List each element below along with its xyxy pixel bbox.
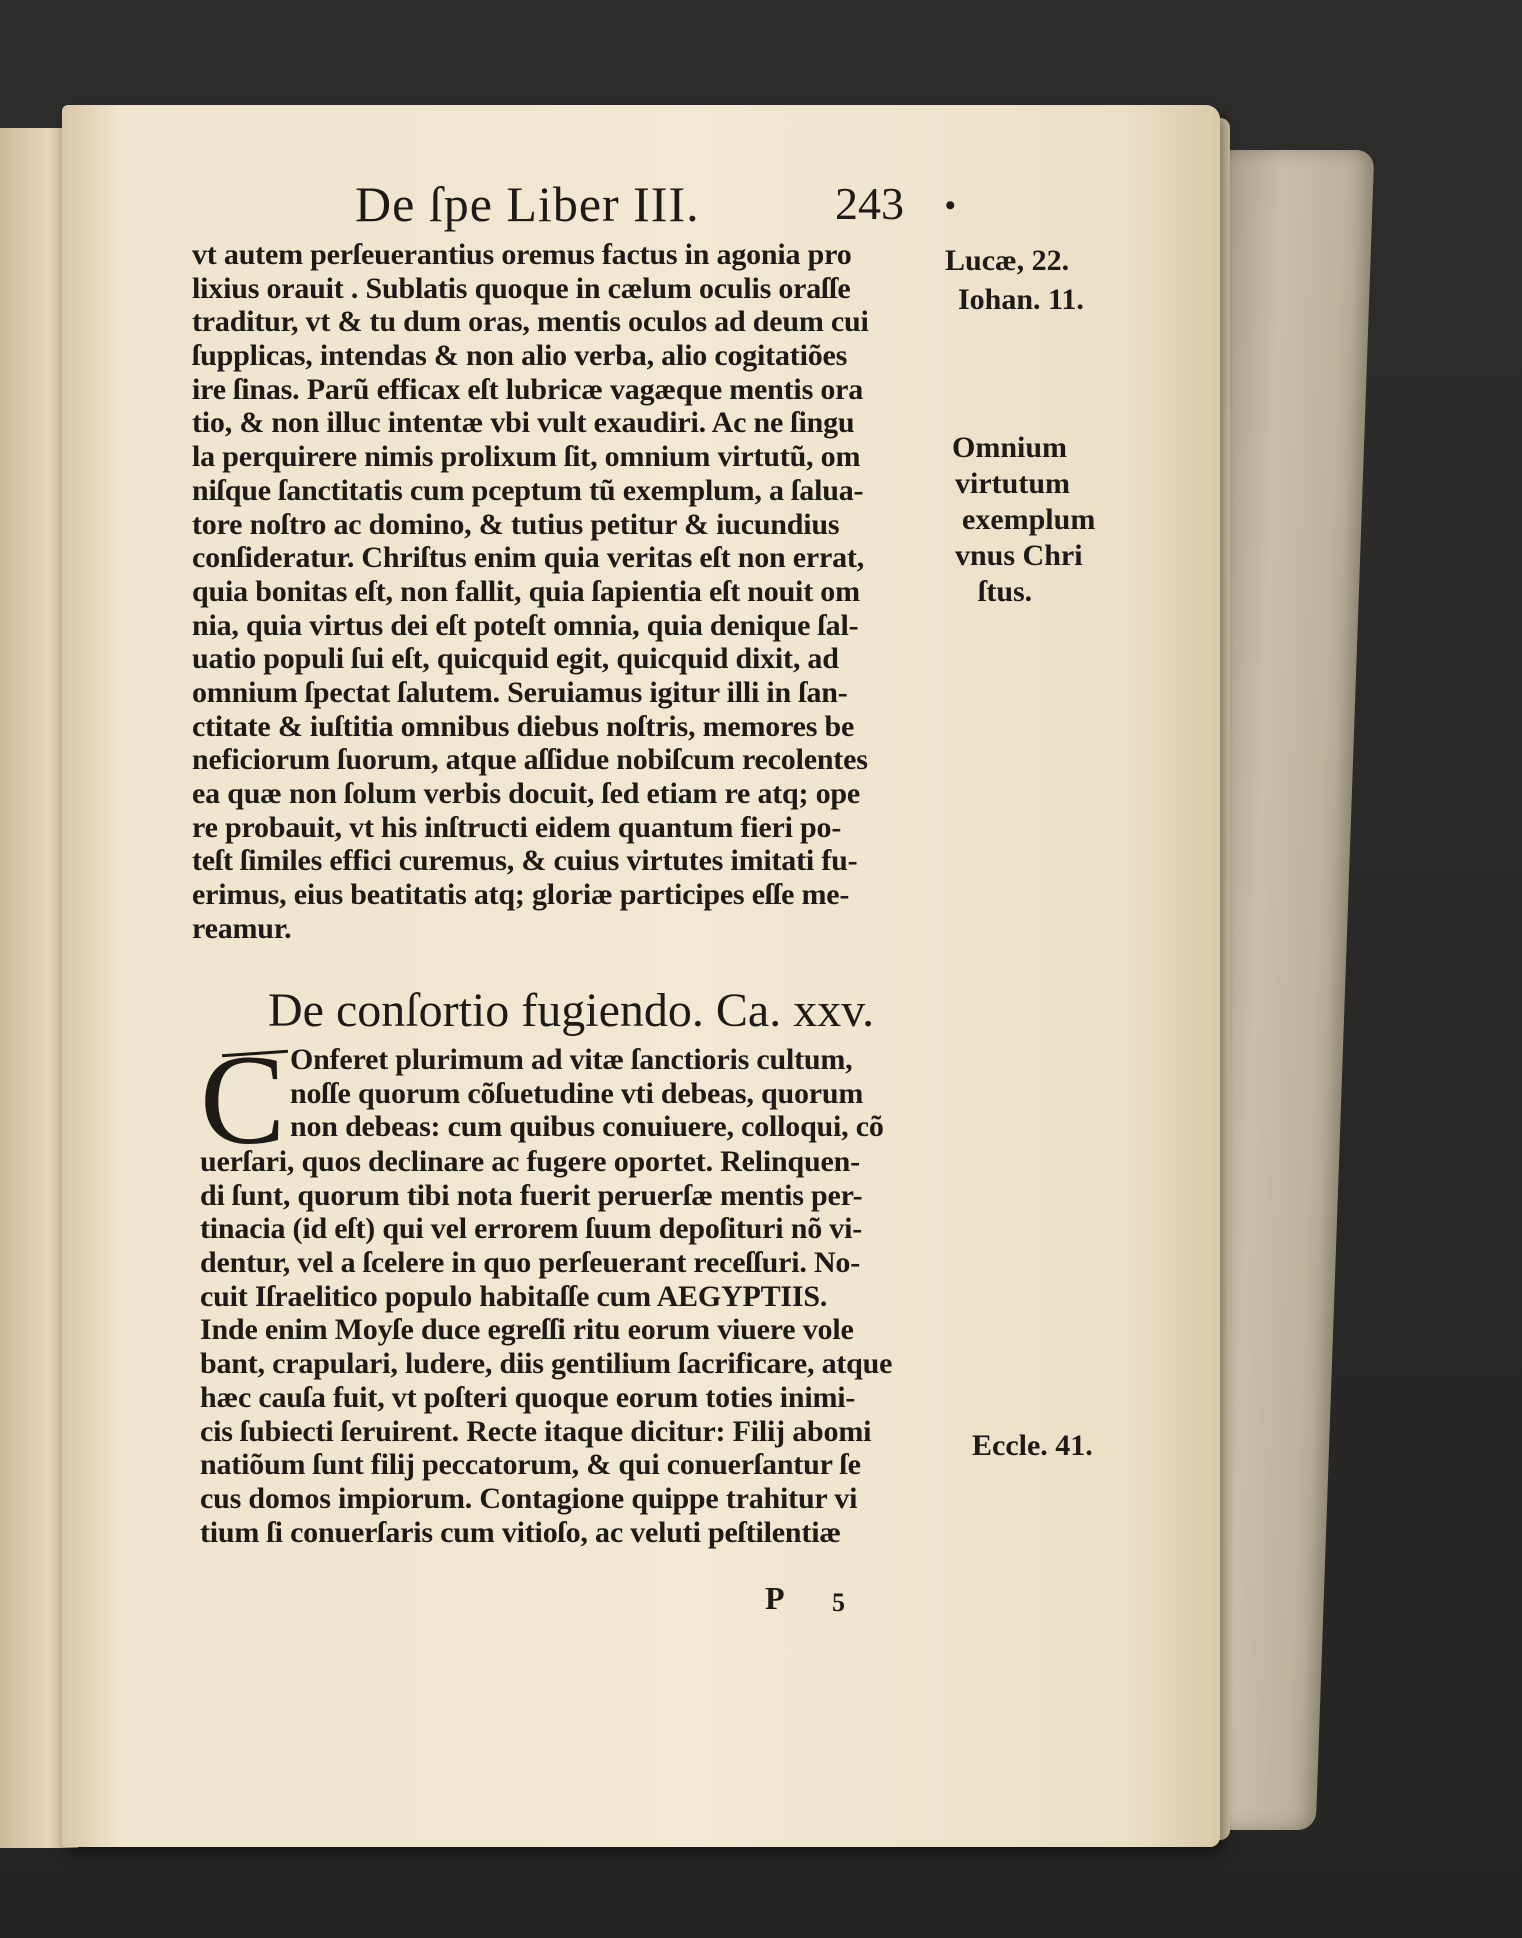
drop-initial: C — [200, 1029, 286, 1171]
text-line: nia, quia virtus dei eſt poteſt omnia, quia denique ſal- — [192, 608, 859, 642]
signature-mark: P — [765, 1580, 785, 1616]
text-line: neficiorum ſuorum, atque aſſidue nobiſcum recolentes — [192, 743, 868, 777]
text-line: cis ſubiecti ſeruirent. Recte itaque dicitur: Filij abomi — [200, 1414, 872, 1448]
running-header — [355, 175, 975, 245]
header-ornament: • — [945, 189, 956, 222]
margin-note-line: vnus Chri — [955, 539, 1083, 572]
margin-ref-luke: Lucæ, 22. — [945, 244, 1070, 277]
text-line: re probauit, vt his inſtructi eidem quantum fieri po- — [192, 810, 842, 844]
margin-note-line: Omnium — [952, 431, 1068, 464]
margin-note-line: ſtus. — [978, 575, 1033, 608]
text-line: reamur. — [192, 911, 292, 945]
margin-ref-eccle: Eccle. 41. — [972, 1429, 1093, 1462]
text-line: omnium ſpectat ſalutem. Seruiamus igitur illi in ſan- — [192, 675, 848, 709]
text-line: uerſari, quos declinare ac fugere oportet. Relinquen- — [200, 1145, 860, 1178]
signature-number: 5 — [832, 1588, 845, 1617]
text-line: Onferet plurimum ad vitæ ſanctioris cultum, — [290, 1043, 853, 1076]
text-line: dentur, vel a ſcelere in quo perſeuerant receſſuri. No- — [200, 1246, 861, 1280]
text-line: teſt ſimiles effici curemus, & cuius virtutes imitati fu- — [192, 844, 858, 878]
body-text-bottom — [200, 1145, 962, 1549]
text-line: ſupplicas, intendas & non alio verba, alio cogitatiões — [192, 339, 848, 373]
text-line: ea quæ non ſolum verbis docuit, ſed etiam re atq; ope — [192, 777, 861, 810]
text-line: la perquirere nimis prolixum ſit, omnium virtutũ, om — [192, 440, 861, 474]
text-line: erimus, eius beatitatis atq; gloriæ participes eſſe me- — [192, 878, 850, 912]
text-line: bant, crapulari, ludere, diis gentilium ſacrificare, atque — [200, 1347, 893, 1381]
text-line: niſque ſanctitatis cum pceptum tũ exemplum, a ſalua- — [192, 473, 864, 507]
margin-note-line: exemplum — [962, 503, 1096, 536]
page-number: 243 — [835, 178, 904, 229]
text-line: tore noſtro ac domino, & tutius petitur & iucundius — [192, 507, 840, 541]
text-line: uatio populi ſui eſt, quicquid egit, quicquid dixit, ad — [192, 642, 839, 676]
text-line: tio, & non illuc intentæ vbi vult exaudiri. Ac ne ſingu — [192, 406, 855, 440]
body-text-top — [192, 238, 952, 945]
text-line: non debeas: cum quibus conuiuere, colloqui, cõ — [290, 1110, 884, 1144]
text-line: ctitate & iuſtitia omnibus diebus noſtris, memores be — [192, 709, 855, 743]
running-title: De ſpe Liber III. — [355, 176, 700, 232]
text-line: vt autem perſeuerantius oremus factus in agonia pro — [192, 238, 852, 271]
text-line: di ſunt, quorum tibi nota fuerit peruerſæ mentis per- — [200, 1178, 863, 1212]
margin-ref-john: Iohan. 11. — [958, 283, 1084, 316]
text-line: quia bonitas eſt, non fallit, quia ſapientia eſt nouit om — [192, 574, 860, 608]
text-line: tinacia (id eſt) qui vel errorem ſuum depoſituri nõ vi- — [200, 1212, 863, 1246]
text-line: noſſe quorum cõſuetudine vti debeas, quorum — [290, 1076, 864, 1110]
text-line: conſideratur. Chriſtus enim quia veritas eſt non errat, — [192, 541, 865, 575]
margin-note-line: virtutum — [955, 467, 1070, 500]
text-line: tium ſi conuerſaris cum vitioſo, ac veluti peſtilentiæ — [200, 1515, 841, 1549]
body-text-initial — [290, 1043, 962, 1144]
chapter-heading: De conſortio fugiendo. Ca. xxv. — [268, 984, 875, 1037]
text-line: lixius orauit . Sublatis quoque in cælum oculis oraſſe — [192, 271, 851, 305]
text-line: hæc cauſa fuit, vt poſteri quoque eorum toties inimi- — [200, 1380, 856, 1414]
text-line: natiõum ſunt filij peccatorum, & qui conuerſantur ſe — [200, 1448, 861, 1482]
text-line: cus domos impiorum. Contagione quippe trahitur vi — [200, 1481, 858, 1515]
text-line: traditur, vt & tu dum oras, mentis oculos ad deum cui — [192, 305, 869, 339]
text-line: Inde enim Moyſe duce egreſſi ritu eorum viuere vole — [200, 1313, 854, 1347]
text-line: ire ſinas. Parũ efficax eſt lubricæ vagæque mentis ora — [192, 372, 864, 406]
text-line: cuit Iſraelitico populo habitaſſe cum AEGYPTIIS. — [200, 1279, 828, 1313]
